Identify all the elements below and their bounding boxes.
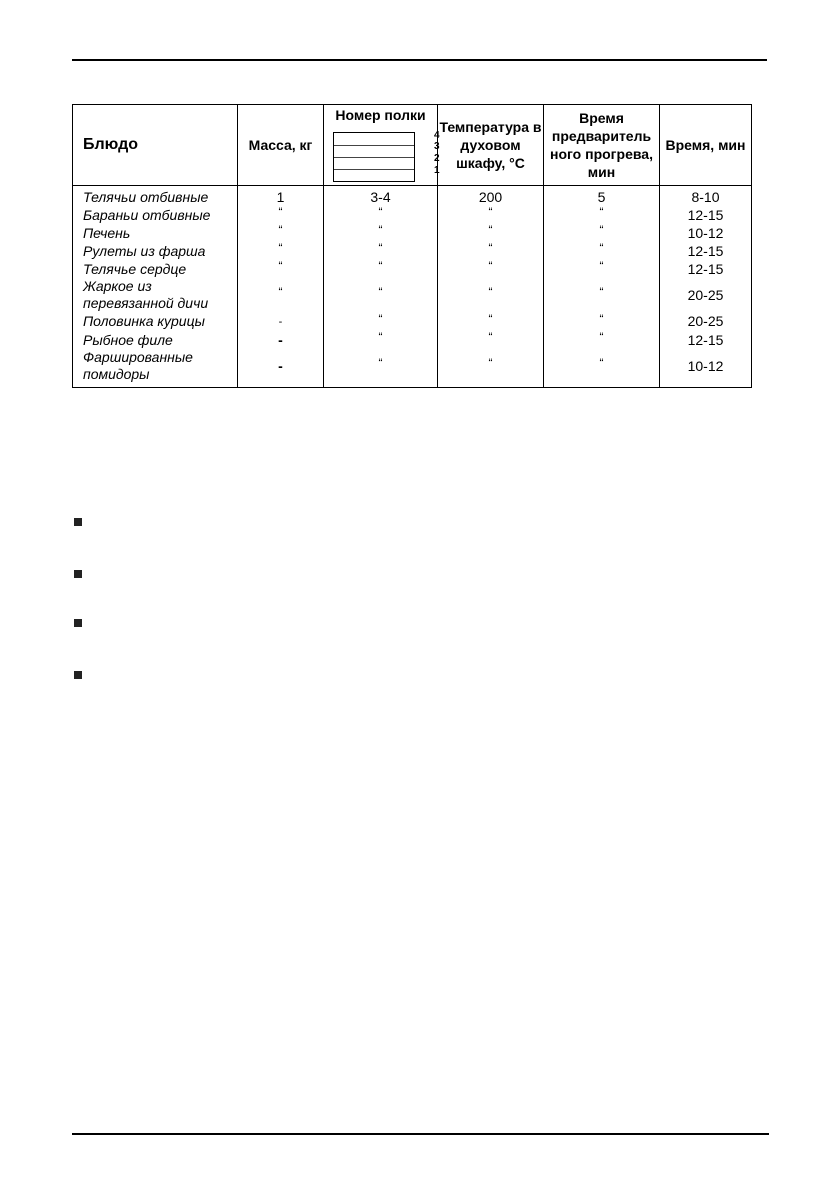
cell-temp: 200 bbox=[438, 186, 544, 207]
cell-preheat: “ bbox=[544, 224, 660, 242]
bullet-square bbox=[74, 570, 82, 578]
cell-dish: Половинка курицы bbox=[73, 312, 238, 331]
shelf-level-4: 4 bbox=[434, 130, 440, 141]
cell-mass: “ bbox=[238, 242, 324, 260]
cell-mass: - bbox=[238, 331, 324, 349]
bullet-square bbox=[74, 518, 82, 526]
cell-dish: Рулеты из фарша bbox=[73, 242, 238, 260]
table-row bbox=[73, 349, 752, 388]
cell-preheat: “ bbox=[544, 312, 660, 331]
cell-shelf: “ bbox=[324, 349, 438, 388]
shelf-level-1: 1 bbox=[434, 165, 440, 176]
table-row bbox=[73, 260, 752, 278]
cell-mass: 1 bbox=[238, 186, 324, 207]
cell-dish: Печень bbox=[73, 224, 238, 242]
cell-preheat: “ bbox=[544, 278, 660, 312]
shelf-level-2: 2 bbox=[434, 153, 440, 164]
cell-dish: Бараньи отбивные bbox=[73, 206, 238, 224]
cell-preheat: “ bbox=[544, 331, 660, 349]
grill-table bbox=[72, 104, 752, 388]
cell-dish: Рыбное филе bbox=[73, 331, 238, 349]
table-row bbox=[73, 224, 752, 242]
cell-dish: Фаршированные помидоры bbox=[73, 349, 238, 388]
shelf-diagram bbox=[333, 130, 440, 182]
cell-shelf: “ bbox=[324, 260, 438, 278]
cell-mass: - bbox=[238, 349, 324, 388]
header-mass: Масса, кг bbox=[238, 105, 324, 186]
cell-temp: “ bbox=[438, 224, 544, 242]
cell-dish: Жаркое из перевязанной дичи bbox=[73, 278, 238, 312]
cell-temp: “ bbox=[438, 242, 544, 260]
header-preheat: Время предваритель ного прогрева, мин bbox=[544, 105, 660, 186]
cell-temp: “ bbox=[438, 206, 544, 224]
cell-time: 12-15 bbox=[660, 331, 752, 349]
cell-mass: “ bbox=[238, 224, 324, 242]
cell-preheat: 5 bbox=[544, 186, 660, 207]
cell-mass: “ bbox=[238, 260, 324, 278]
cell-shelf: “ bbox=[324, 242, 438, 260]
cell-preheat: “ bbox=[544, 242, 660, 260]
header-temperature: Температура в духовом шкафу, °С bbox=[438, 105, 544, 186]
table-row bbox=[73, 331, 752, 349]
cell-mass: - bbox=[238, 312, 324, 331]
cell-dish: Телячьи отбивные bbox=[73, 186, 238, 207]
cell-temp: “ bbox=[438, 349, 544, 388]
cell-dish: Телячье сердце bbox=[73, 260, 238, 278]
cell-preheat: “ bbox=[544, 349, 660, 388]
header-shelf bbox=[324, 105, 438, 186]
cell-temp: “ bbox=[438, 260, 544, 278]
cell-time: 10-12 bbox=[660, 224, 752, 242]
header-dish: Блюдо bbox=[73, 105, 238, 186]
table-row bbox=[73, 206, 752, 224]
cell-shelf: “ bbox=[324, 278, 438, 312]
footer-rule bbox=[72, 1133, 769, 1135]
cell-time: 20-25 bbox=[660, 278, 752, 312]
cell-time: 20-25 bbox=[660, 312, 752, 331]
table-row bbox=[73, 186, 752, 207]
cell-time: 12-15 bbox=[660, 260, 752, 278]
cell-shelf: “ bbox=[324, 331, 438, 349]
cell-mass: “ bbox=[238, 206, 324, 224]
cell-temp: “ bbox=[438, 331, 544, 349]
table-row bbox=[73, 278, 752, 312]
cell-preheat: “ bbox=[544, 206, 660, 224]
cell-temp: “ bbox=[438, 312, 544, 331]
cell-time: 10-12 bbox=[660, 349, 752, 388]
table-header-row bbox=[73, 105, 752, 186]
table-row bbox=[73, 312, 752, 331]
cell-time: 8-10 bbox=[660, 186, 752, 207]
cell-temp: “ bbox=[438, 278, 544, 312]
bullet-square bbox=[74, 671, 82, 679]
cell-time: 12-15 bbox=[660, 206, 752, 224]
cell-shelf: “ bbox=[324, 224, 438, 242]
cell-mass: “ bbox=[238, 278, 324, 312]
header-rule bbox=[72, 59, 767, 61]
cell-shelf: 3-4 bbox=[324, 186, 438, 207]
cell-shelf: “ bbox=[324, 206, 438, 224]
table-row bbox=[73, 242, 752, 260]
bullet-square bbox=[74, 619, 82, 627]
cell-shelf: “ bbox=[324, 312, 438, 331]
cell-time: 12-15 bbox=[660, 242, 752, 260]
cell-preheat: “ bbox=[544, 260, 660, 278]
header-time: Время, мин bbox=[660, 105, 752, 186]
shelf-level-3: 3 bbox=[434, 141, 440, 152]
header-shelf-title: Номер полки bbox=[335, 107, 426, 123]
